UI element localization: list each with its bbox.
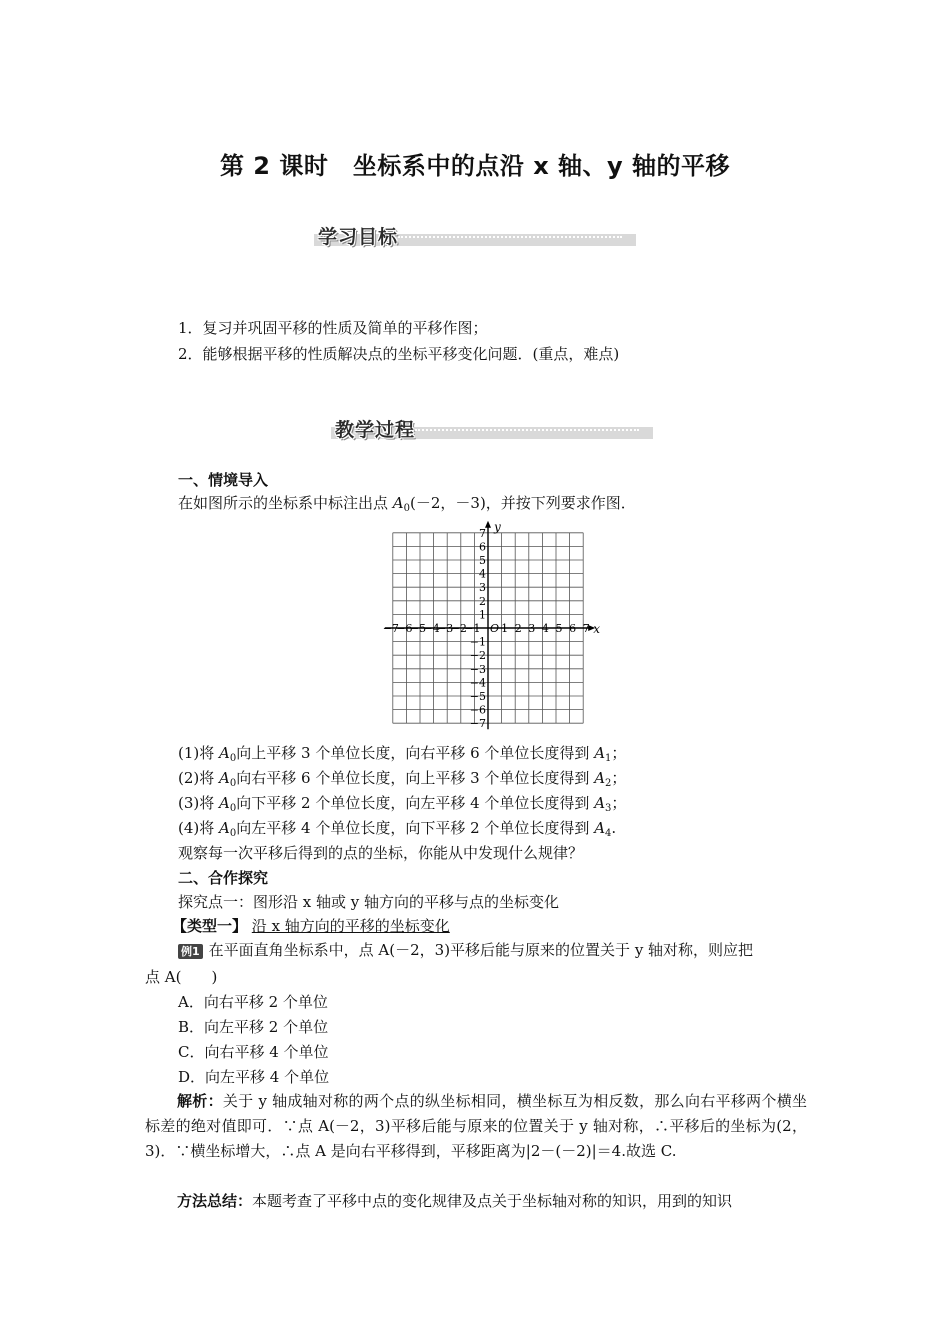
y-tick-label: −2 <box>469 649 486 663</box>
task-1-sub: 0 <box>229 753 237 764</box>
option-b: B．向左平移 2 个单位 <box>178 1018 329 1036</box>
y-tick-label: 6 <box>479 540 486 554</box>
task-3-text: 向下平移 2 个单位长度，向左平移 4 个单位长度得到 <box>236 794 595 812</box>
y-tick-label: 5 <box>479 554 486 567</box>
task-3-sub: 0 <box>229 803 237 814</box>
y-tick-label: −6 <box>469 703 486 717</box>
x-axis-label: x <box>593 622 600 636</box>
method-summary <box>145 1189 807 1214</box>
intro-text-suffix: (－2，－3)，并按下列要求作图． <box>410 494 636 512</box>
task-2-end: ； <box>611 769 627 787</box>
x-tick-label: −3 <box>437 622 454 635</box>
y-tick-label: −3 <box>469 662 486 676</box>
task-1-text: 向上平移 3 个单位长度，向右平移 6 个单位长度得到 <box>236 744 595 762</box>
task-3 <box>178 792 626 820</box>
objectives-banner-label: 学习目标 <box>318 226 399 248</box>
task-1-res-sub: 1 <box>605 753 612 764</box>
y-tick-label: 1 <box>479 608 486 622</box>
x-tick-label: 6 <box>569 622 577 635</box>
x-tick-label: 4 <box>541 622 549 635</box>
task-2 <box>178 767 626 795</box>
objective-1: 1．复习并巩固平移的性质及简单的平移作图； <box>178 319 488 337</box>
type-title: 沿 x 轴方向的平移的坐标变化 <box>251 917 450 935</box>
analysis-text: 关于 y 轴成轴对称的两个点的纵坐标相同，横坐标互为相反数，那么向右平移两个横坐标差的绝对值即可．∵点 A(－2，3)平移后能与原来的位置关于 y 轴对称，∴平移后的坐标为(2，3)．∵横坐标增大，∴点 A 是向右平移得到，平移距离为|2－(－2)|＝4.故选 C. <box>145 1092 807 1160</box>
explore-heading: 二、合作探究 <box>178 869 269 887</box>
intro-point: A <box>392 494 404 512</box>
process-banner <box>331 415 653 445</box>
example-stem-line1 <box>178 939 753 961</box>
observe-question: 观察每一次平移后得到的点的坐标，你能从中发现什么规律？ <box>178 844 584 862</box>
example-stem-line2: 点 A( ) <box>145 968 218 986</box>
y-tick-label: −4 <box>469 676 486 690</box>
task-4-end: . <box>611 819 617 837</box>
method-text: 本题考查了平移中点的变化规律及点关于坐标轴对称的知识，用到的知识 <box>252 1192 733 1210</box>
page-title: 第 2 课时 坐标系中的点沿 x 轴、y 轴的平移 <box>219 152 731 180</box>
process-banner-label: 教学过程 <box>335 419 416 441</box>
y-tick-label: −7 <box>469 717 486 730</box>
task-4-text: 向左平移 4 个单位长度，向下平移 2 个单位长度得到 <box>236 819 595 837</box>
task-result-point: A <box>594 794 606 812</box>
x-tick-label: 1 <box>501 622 509 635</box>
y-tick-label: 7 <box>479 526 486 540</box>
example-stem-text: 在平面直角坐标系中，点 A(－2，3)平移后能与原来的位置关于 y 轴对称，则应把 <box>208 941 754 959</box>
option-d: D．向左平移 4 个单位 <box>178 1068 330 1086</box>
y-tick-label: −1 <box>469 635 486 649</box>
task-1-num: (1)将 <box>178 744 220 762</box>
task-point: A <box>219 819 230 837</box>
intro-point-sub: 0 <box>403 503 410 514</box>
task-point: A <box>219 744 230 762</box>
x-tick-label: −2 <box>450 622 467 635</box>
analysis-label: 解析： <box>177 1092 223 1110</box>
coordinate-grid <box>380 510 610 730</box>
task-2-res-sub: 2 <box>605 778 612 789</box>
intro-text-prefix: 在如图所示的坐标系中标注出点 <box>178 494 393 512</box>
intro-heading: 一、情境导入 <box>178 471 269 489</box>
task-4-res-sub: 4 <box>605 828 612 839</box>
objectives-banner <box>314 222 636 252</box>
x-tick-label: −6 <box>396 622 413 635</box>
task-2-text: 向右平移 6 个单位长度，向上平移 3 个单位长度得到 <box>236 769 595 787</box>
x-tick-label: −7 <box>382 622 399 635</box>
type-one-heading <box>172 915 450 937</box>
x-tick-label: 7 <box>582 622 590 635</box>
task-point: A <box>219 769 230 787</box>
y-tick-label: 2 <box>479 594 486 608</box>
objective-2: 2．能够根据平移的性质解决点的坐标平移变化问题．(重点，难点) <box>178 345 620 363</box>
task-result-point: A <box>594 744 606 762</box>
task-4-sub: 0 <box>229 828 237 839</box>
explore-point1: 探究点一：图形沿 x 轴或 y 轴方向的平移与点的坐标变化 <box>178 893 560 911</box>
task-point: A <box>219 794 230 812</box>
y-tick-label: 4 <box>479 567 486 581</box>
tick-labels <box>383 520 601 730</box>
option-c: C．向右平移 4 个单位 <box>178 1043 329 1061</box>
type-tag: 【类型一】 <box>172 917 248 935</box>
task-result-point: A <box>594 769 606 787</box>
task-2-num: (2)将 <box>178 769 220 787</box>
x-tick-label: −1 <box>464 622 481 635</box>
example-badge: 例1 <box>178 944 203 959</box>
task-3-res-sub: 3 <box>605 803 612 814</box>
x-tick-label: 2 <box>514 622 522 635</box>
task-1 <box>178 742 626 770</box>
task-3-end: ； <box>611 794 627 812</box>
y-tick-label: −5 <box>469 690 486 703</box>
y-tick-label: 3 <box>479 581 486 595</box>
origin-label: O <box>490 622 500 635</box>
banner-dots <box>398 236 622 238</box>
option-a: A．向右平移 2 个单位 <box>178 993 328 1011</box>
method-label: 方法总结： <box>177 1192 253 1210</box>
task-3-num: (3)将 <box>178 794 220 812</box>
task-result-point: A <box>594 819 606 837</box>
task-4 <box>178 817 616 845</box>
x-tick-label: 5 <box>555 622 563 635</box>
x-tick-label: 3 <box>528 622 536 635</box>
task-1-end: ； <box>611 744 627 762</box>
task-4-num: (4)将 <box>178 819 220 837</box>
x-tick-label: −5 <box>409 622 427 635</box>
y-axis-label: y <box>494 519 501 534</box>
task-2-sub: 0 <box>229 778 237 789</box>
banner-dots <box>415 429 639 431</box>
analysis <box>145 1089 807 1164</box>
x-tick-label: −4 <box>423 622 440 635</box>
